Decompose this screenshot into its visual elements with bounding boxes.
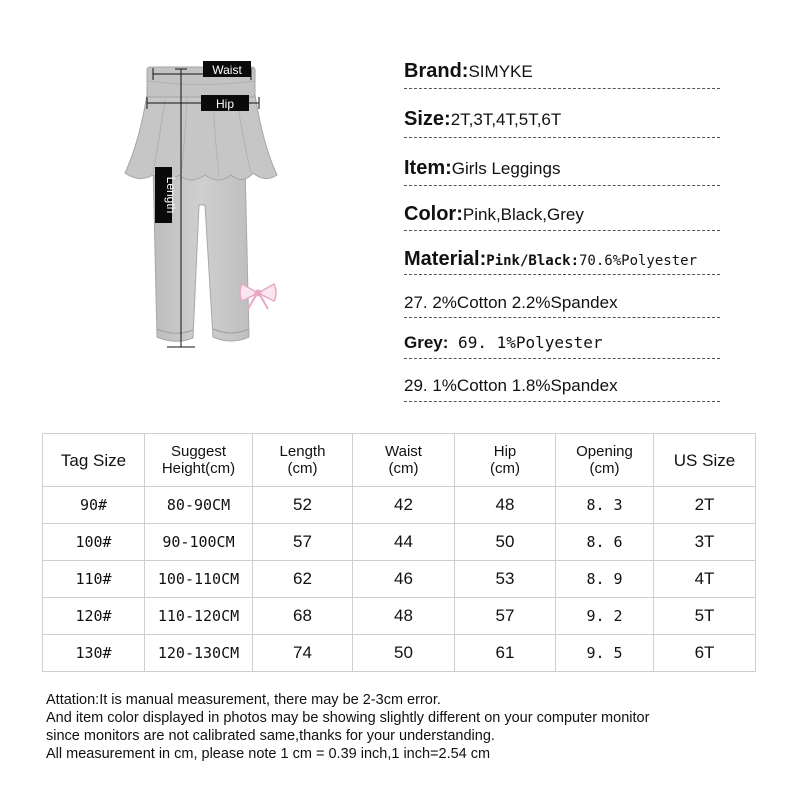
- cell-us-size: 3T: [654, 524, 756, 561]
- spec-material-line2-text: 27. 2%Cotton 2.2%Spandex: [404, 293, 618, 312]
- cell-waist: 50: [353, 635, 455, 672]
- size-table-header-row: [43, 434, 756, 487]
- cell-hip: 61: [455, 635, 556, 672]
- cell-waist: 42: [353, 487, 455, 524]
- cell-height: 90-100CM: [145, 524, 253, 561]
- cell-us-size: 4T: [654, 561, 756, 598]
- note-line-2: And item color displayed in photos may be showing slightly different on your computer monitor: [46, 710, 650, 726]
- spec-grey-line2-text: 29. 1%Cotton 1.8%Spandex: [404, 376, 618, 395]
- header-hip: [455, 434, 556, 487]
- cell-length: 62: [253, 561, 353, 598]
- spec-list: [404, 52, 720, 402]
- cell-waist: 44: [353, 524, 455, 561]
- spec-size-label: Size: [404, 108, 445, 130]
- cell-opening: 9. 5: [556, 635, 654, 672]
- spec-size-colon: :: [444, 108, 451, 130]
- spec-brand: [404, 52, 720, 89]
- size-table: [42, 433, 756, 672]
- cell-hip: 53: [455, 561, 556, 598]
- spec-grey-line2: [404, 359, 720, 402]
- header-hip-line1: Hip: [493, 443, 517, 460]
- header-opening: [556, 434, 654, 487]
- header-tag-size: Tag Size: [43, 434, 145, 487]
- note-line-1: Attation:It is manual measurement, there may be 2-3cm error.: [46, 692, 441, 708]
- spec-item-colon: :: [445, 157, 452, 179]
- note-line-4: All measurement in cm, please note 1 cm = 0.39 inch,1 inch=2.54 cm: [46, 746, 491, 762]
- header-waist-line2: (cm): [388, 460, 419, 477]
- cell-hip: 57: [455, 598, 556, 635]
- spec-item-label: Item: [404, 157, 446, 179]
- cell-length: 52: [253, 487, 353, 524]
- spec-grey: [404, 318, 720, 359]
- table-row: [43, 524, 756, 561]
- cell-us-size: 6T: [654, 635, 756, 672]
- header-opening-line1: Opening: [576, 443, 633, 460]
- cell-tag: 120#: [43, 598, 145, 635]
- spec-grey-colon: :: [442, 333, 449, 352]
- spec-material-sublabel: Pink/Black: [486, 253, 571, 269]
- cell-length: 74: [253, 635, 353, 672]
- hip-label: Hip: [215, 97, 235, 111]
- spec-material: [404, 231, 720, 275]
- spec-grey-label: Grey: [404, 333, 443, 352]
- spec-item: [404, 138, 720, 186]
- product-illustration: [95, 55, 310, 355]
- spec-material-colon: :: [479, 248, 487, 270]
- header-waist-line1: Waist: [385, 443, 422, 460]
- cell-waist: 48: [353, 598, 455, 635]
- header-hip-line2: (cm): [490, 460, 520, 477]
- cell-us-size: 2T: [654, 487, 756, 524]
- spec-size: [404, 89, 720, 138]
- cell-height: 80-90CM: [145, 487, 253, 524]
- header-height-line1: Suggest: [170, 443, 227, 460]
- header-height: [145, 434, 253, 487]
- spec-material-subcolon: :: [570, 253, 579, 269]
- header-opening-line2: (cm): [589, 460, 620, 477]
- header-height-line2: Height(cm): [161, 460, 236, 477]
- spec-color: [404, 186, 720, 231]
- spec-color-value: Pink,Black,Grey: [462, 205, 584, 224]
- cell-tag: 110#: [43, 561, 145, 598]
- cell-hip: 48: [455, 487, 556, 524]
- table-row: [43, 598, 756, 635]
- spec-color-colon: :: [456, 203, 463, 225]
- note-line-3: since monitors are not calibrated same,thanks for your understanding.: [46, 728, 495, 744]
- header-us-size: US Size: [654, 434, 756, 487]
- cell-height: 100-110CM: [145, 561, 253, 598]
- header-length-line2: (cm): [287, 460, 318, 477]
- cell-us-size: 5T: [654, 598, 756, 635]
- waist-label: Waist: [212, 63, 242, 77]
- cell-opening: 8. 9: [556, 561, 654, 598]
- header-length-line1: Length: [279, 443, 326, 460]
- cell-height: 120-130CM: [145, 635, 253, 672]
- spec-brand-colon: :: [461, 60, 469, 82]
- spec-brand-value: SIMYKE: [468, 62, 533, 81]
- cell-waist: 46: [353, 561, 455, 598]
- spec-material-line2: [404, 275, 720, 318]
- cell-opening: 8. 3: [556, 487, 654, 524]
- cell-length: 68: [253, 598, 353, 635]
- spec-brand-label: Brand: [404, 60, 462, 82]
- cell-tag: 90#: [43, 487, 145, 524]
- table-row: [43, 635, 756, 672]
- cell-opening: 8. 6: [556, 524, 654, 561]
- cell-tag: 100#: [43, 524, 145, 561]
- header-waist: [353, 434, 455, 487]
- spec-material-label: Material: [404, 248, 480, 270]
- cell-opening: 9. 2: [556, 598, 654, 635]
- length-label: Length: [164, 176, 178, 214]
- table-row: [43, 487, 756, 524]
- spec-material-value: 70.6%Polyester: [579, 253, 698, 269]
- cell-hip: 50: [455, 524, 556, 561]
- header-length: [253, 434, 353, 487]
- spec-item-value: Girls Leggings: [451, 159, 561, 178]
- measurement-note: [46, 691, 766, 763]
- cell-length: 57: [253, 524, 353, 561]
- spec-size-value: 2T,3T,4T,5T,6T: [450, 110, 562, 129]
- cell-height: 110-120CM: [145, 598, 253, 635]
- cell-tag: 130#: [43, 635, 145, 672]
- table-row: [43, 561, 756, 598]
- spec-color-label: Color: [404, 203, 457, 225]
- spec-grey-value: 69. 1%Polyester: [448, 333, 603, 352]
